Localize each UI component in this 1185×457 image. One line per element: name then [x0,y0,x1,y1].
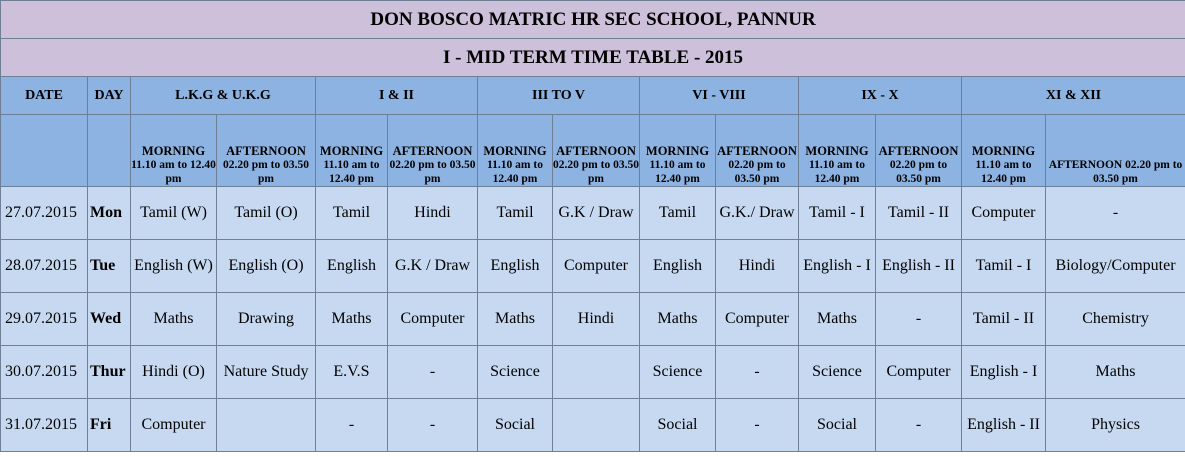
subject-cell: E.V.S [316,346,388,399]
morning-time: 11.10 am to 12.40 pm [975,159,1032,185]
subject-cell: Hindi [388,187,478,240]
subject-cell: Computer [553,240,640,293]
group-header-lkg-ukg: L.K.G & U.K.G [131,77,316,115]
subject-cell: Tamil - I [799,187,876,240]
subject-cell [217,399,316,452]
morning-session-header [640,115,716,187]
table-row [1,240,1185,293]
date-cell: 29.07.2015 [1,293,88,346]
afternoon-session-header [388,115,478,187]
subject-cell: Tamil - I [962,240,1046,293]
morning-session-header [799,115,876,187]
subject-cell: - [876,293,962,346]
subject-cell: Computer [716,293,799,346]
afternoon-session-header [1046,115,1185,187]
day-cell: Fri [88,399,131,452]
afternoon-time: 02.20 pm to 03.50 pm [553,159,639,185]
subject-cell: Hindi (O) [131,346,217,399]
date-subheader [1,115,88,187]
subject-cell: G.K / Draw [388,240,478,293]
afternoon-time: 02.20 pm to 03.50 pm [889,159,948,185]
subject-cell: - [716,399,799,452]
group-header-xi-xii: XI & XII [962,77,1185,115]
afternoon-time: 02.20 pm to 03.50 pm [728,159,786,185]
subject-cell: Tamil - II [962,293,1046,346]
subject-cell: Chemistry [1046,293,1185,346]
morning-time: 11.10 am to 12.40 pm [487,159,543,185]
afternoon-time: 02.20 pm to 03.50 pm [389,159,476,185]
morning-time: 11.10 am to 12.40 pm [649,159,706,185]
date-cell: 27.07.2015 [1,187,88,240]
morning-time: 11.10 am to 12.40 pm [131,159,216,185]
school-name: DON BOSCO MATRIC HR SEC SCHOOL, PANNUR [1,1,1185,39]
subject-cell: Maths [799,293,876,346]
subject-cell: Nature Study [217,346,316,399]
morning-label: MORNING [645,144,710,158]
morning-session-header [962,115,1046,187]
morning-time: 11.10 am to 12.40 pm [809,159,865,185]
subject-cell: - [716,346,799,399]
date-header: DATE [1,77,88,115]
subject-cell: Computer [962,187,1046,240]
subject-cell: - [388,346,478,399]
afternoon-label: AFTERNOON [392,144,473,158]
subject-cell: Tamil [316,187,388,240]
morning-label: MORNING [141,144,206,158]
date-cell: 30.07.2015 [1,346,88,399]
group-header-iii-v: III TO V [478,77,640,115]
subject-cell: Social [640,399,716,452]
subject-cell: Social [478,399,553,452]
afternoon-label: AFTERNOON [556,144,636,158]
subject-cell: Maths [478,293,553,346]
subject-cell: Maths [131,293,217,346]
subject-cell: English [478,240,553,293]
subject-cell: English - II [962,399,1046,452]
subject-cell: English (W) [131,240,217,293]
subject-cell: Computer [388,293,478,346]
subject-cell: English - II [876,240,962,293]
subject-cell: Tamil [478,187,553,240]
morning-session-header [478,115,553,187]
morning-label: MORNING [805,144,869,158]
day-cell: Tue [88,240,131,293]
group-header-ix-x: IX - X [799,77,962,115]
subject-cell [553,346,640,399]
table-row [1,399,1185,452]
subject-cell: Maths [640,293,716,346]
subject-cell: Biology/Computer [1046,240,1185,293]
day-cell: Mon [88,187,131,240]
subject-cell: - [876,399,962,452]
subject-cell: Science [478,346,553,399]
day-subheader [88,115,131,187]
afternoon-label: AFTERNOON 02.20 pm to 03.50 pm [1048,159,1183,185]
subject-cell: Hindi [553,293,640,346]
subject-cell: Science [799,346,876,399]
subject-cell [553,399,640,452]
subject-cell: Tamil (O) [217,187,316,240]
subject-cell: Computer [131,399,217,452]
subject-cell: English - I [799,240,876,293]
afternoon-label: AFTERNOON [717,144,797,158]
subject-cell: - [1046,187,1185,240]
subject-cell: - [316,399,388,452]
afternoon-session-header [716,115,799,187]
subject-cell: Social [799,399,876,452]
afternoon-time: 02.20 pm to 03.50 pm [223,159,309,185]
subject-cell: Maths [316,293,388,346]
subject-cell: G.K / Draw [553,187,640,240]
group-header-vi-viii: VI - VIII [640,77,799,115]
subject-cell: - [388,399,478,452]
afternoon-label: AFTERNOON [226,144,306,158]
subject-cell: G.K./ Draw [716,187,799,240]
day-cell: Thur [88,346,131,399]
subject-cell: Physics [1046,399,1185,452]
subject-cell: English [316,240,388,293]
group-header-i-ii: I & II [316,77,478,115]
subject-cell: Hindi [716,240,799,293]
table-row [1,293,1185,346]
date-cell: 28.07.2015 [1,240,88,293]
subject-cell: Tamil [640,187,716,240]
morning-time: 11.10 am to 12.40 pm [323,159,380,185]
afternoon-session-header [553,115,640,187]
afternoon-label: AFTERNOON [878,144,959,158]
subject-cell: Drawing [217,293,316,346]
table-row [1,187,1185,240]
morning-session-header [131,115,217,187]
date-cell: 31.07.2015 [1,399,88,452]
subject-cell: Science [640,346,716,399]
subject-cell: Tamil (W) [131,187,217,240]
day-cell: Wed [88,293,131,346]
morning-label: MORNING [319,144,384,158]
subject-cell: Tamil - II [876,187,962,240]
morning-label: MORNING [971,144,1036,158]
subject-cell: English (O) [217,240,316,293]
subject-cell: English - I [962,346,1046,399]
afternoon-session-header [217,115,316,187]
day-header: DAY [88,77,131,115]
exam-title: I - MID TERM TIME TABLE - 2015 [1,39,1185,77]
morning-label: MORNING [483,144,547,158]
morning-session-header [316,115,388,187]
table-row [1,346,1185,399]
afternoon-session-header [876,115,962,187]
subject-cell: English [640,240,716,293]
subject-cell: Computer [876,346,962,399]
subject-cell: Maths [1046,346,1185,399]
